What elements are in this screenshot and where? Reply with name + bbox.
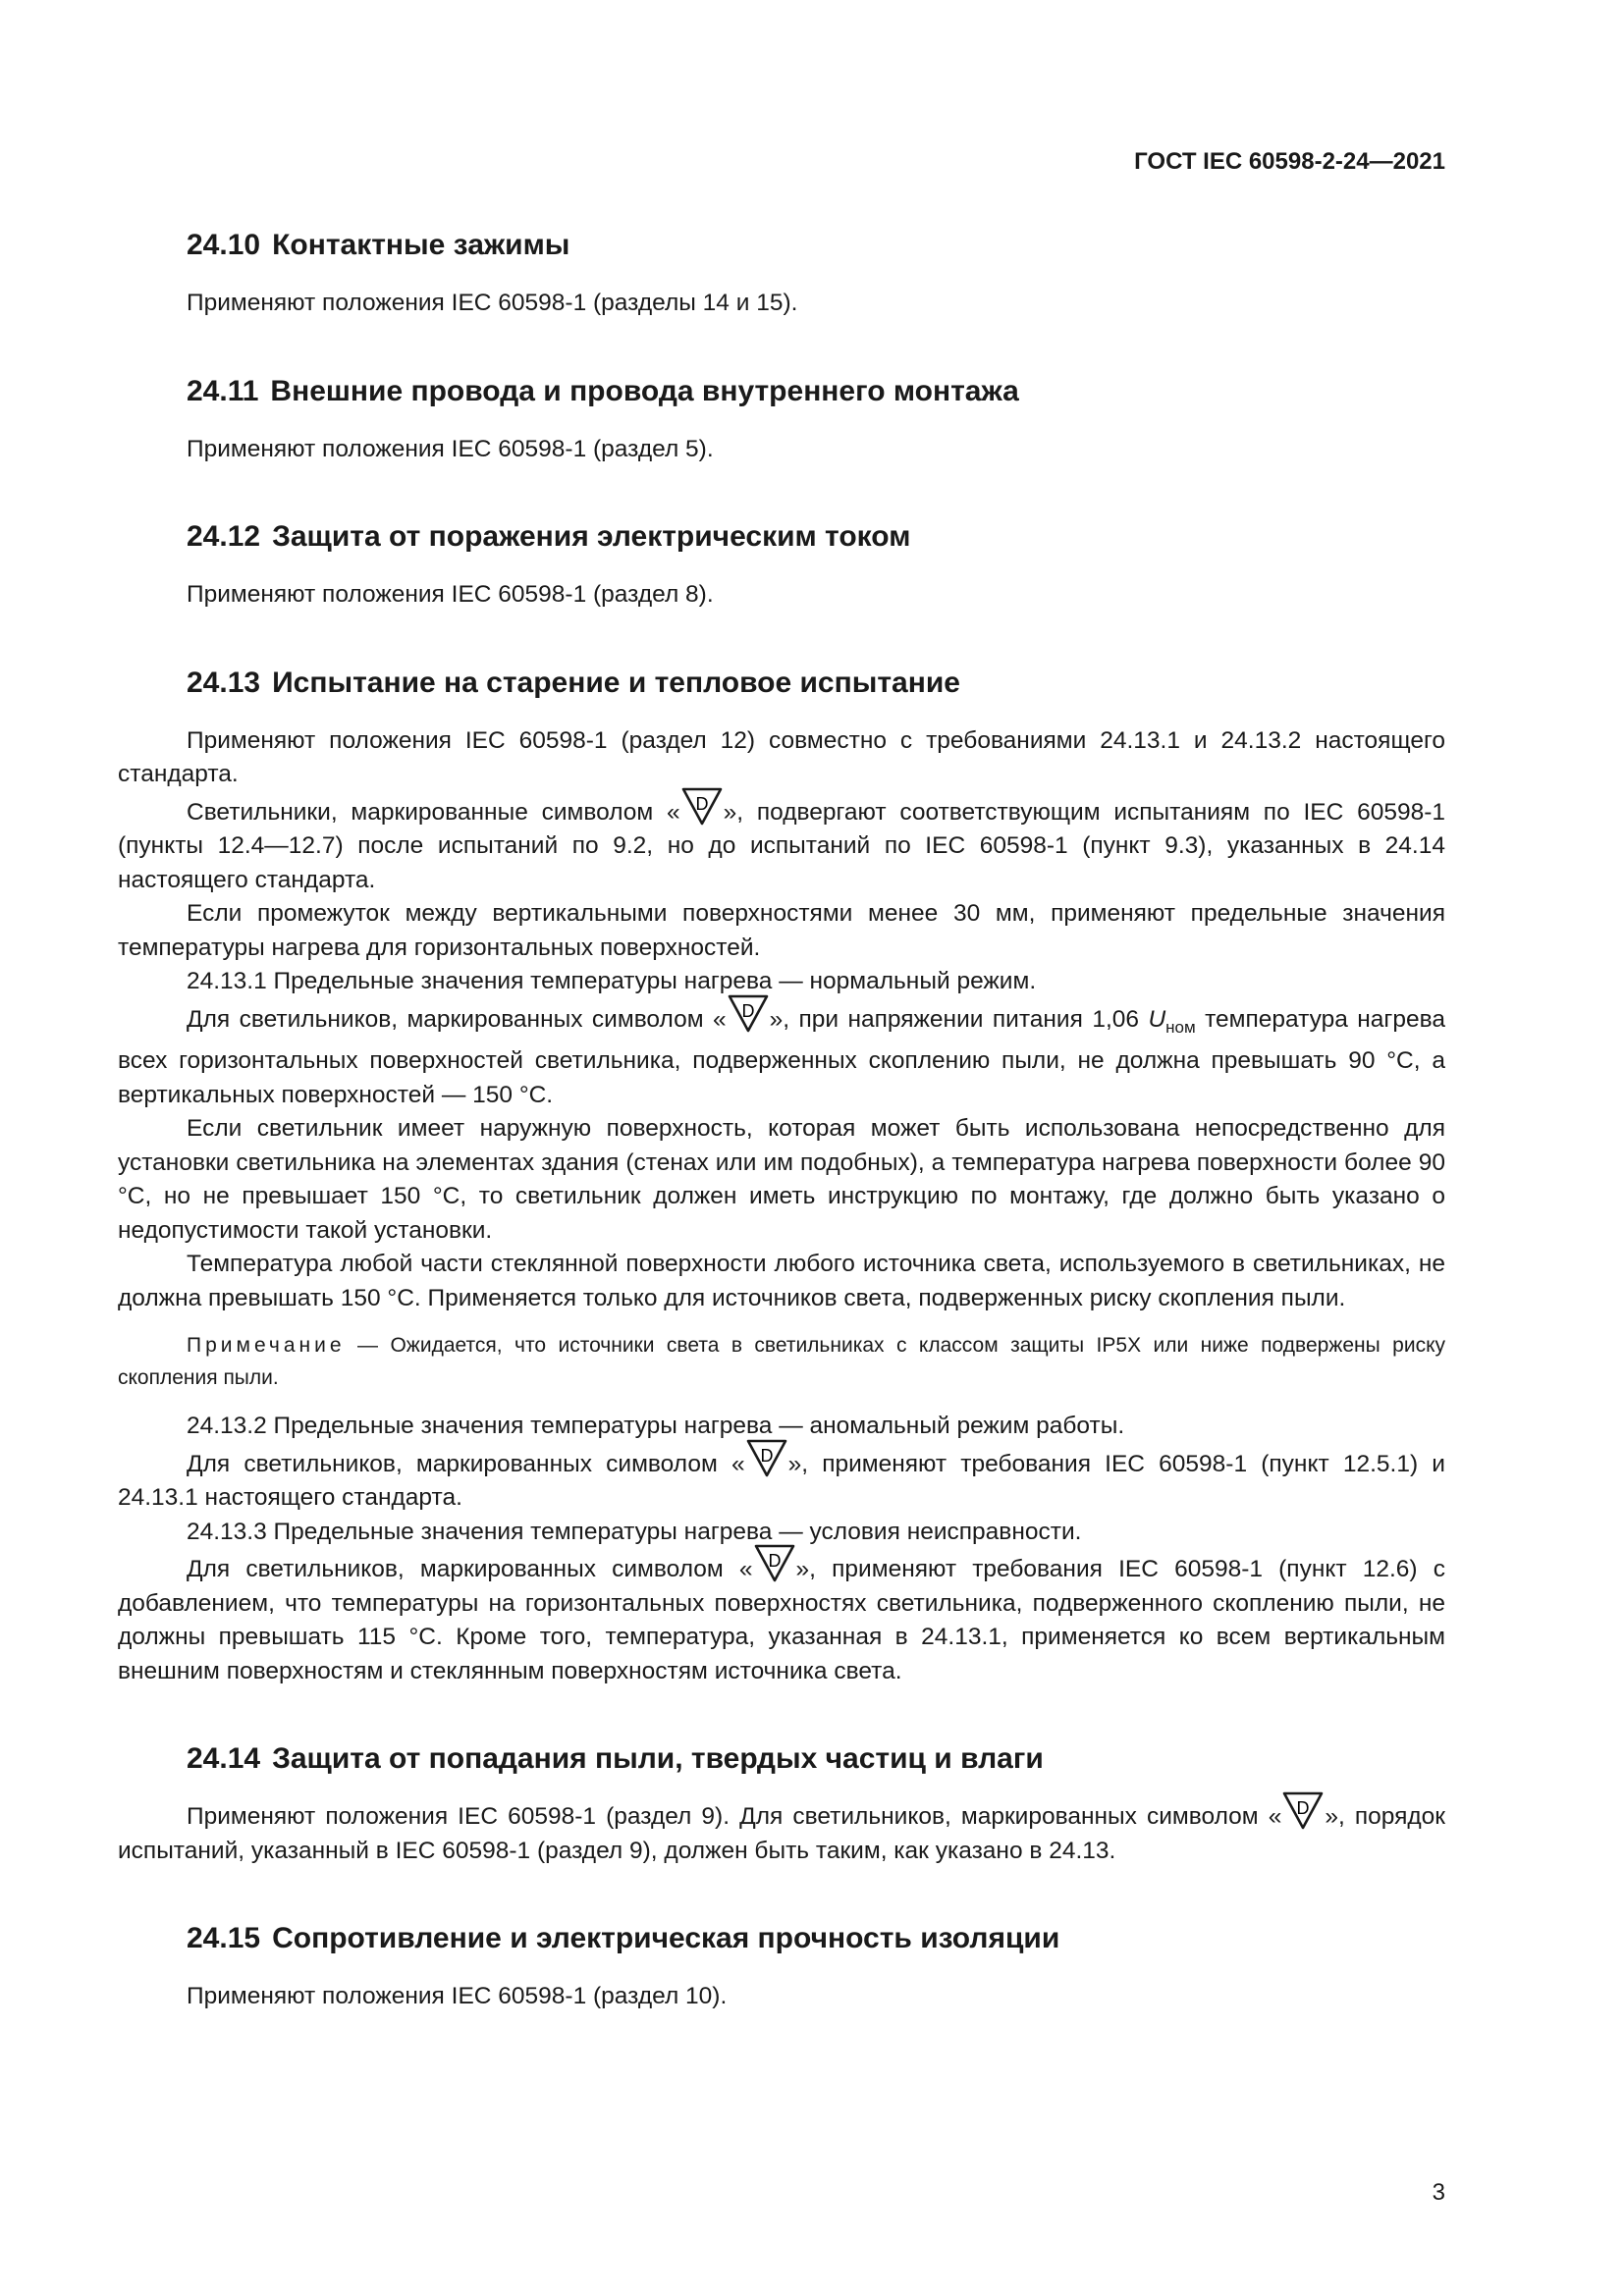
section-heading: 24.10 Контактные зажимы (187, 229, 570, 261)
symbol-letter: D (741, 1000, 755, 1021)
paragraph: Применяют положения IEC 60598-1 (раздел 5). (187, 435, 714, 462)
d-triangle-symbol-graphic (753, 1541, 796, 1584)
paragraph: Для светильников, маркированных символом « D », применяют требования IEC 60598-1 (пункт 12.5.1) и 24.13.1 настоящего стандарта. (118, 1448, 1445, 1516)
paragraph: Применяют положения IEC 60598-1 (раздел 12) совместно с требованиями 24.13.1 и 24.13.2 настоящего стандарта. (118, 726, 1445, 787)
section-heading: 24.11 Внешние провода и провода внутреннего монтажа (187, 374, 1019, 407)
section-24-14 (118, 1739, 1445, 1868)
d-triangle-symbol-graphic (745, 1436, 788, 1479)
paragraph: Светильники, маркированные символом « D », подвергают соответствующим испытаниям по IEC 60598-1 (пункты 12.4—12.7) после испытаний по 9.2, но до испытаний по IEC 60598-1 (пункт 9.3), указанных в 24.14 настоящего стандарта. (118, 796, 1445, 898)
paragraph: Для светильников, маркированных символом « D », применяют требования IEC 60598-1 (пункт 12.6) с добавлением, что температуры на горизонтальных поверхностях светильника, подверженного скоплению пыли, не должны превышать 115 °С. Кроме того, температура, указанная в 24.13.1, применяется ко всем вертикальным внешним поверхностям и стеклянным поверхностям источника света. (118, 1553, 1445, 1688)
document-body (118, 226, 1445, 2014)
d-triangle-symbol-icon (727, 1000, 770, 1033)
section-heading: 24.15 Сопротивление и электрическая прочность изоляции (187, 1922, 1060, 1954)
d-triangle-symbol-graphic (680, 784, 724, 828)
d-triangle-symbol-graphic (1281, 1789, 1325, 1832)
paragraph: Если светильник имеет наружную поверхность, которая может быть использована непосредственно для установки светильника на элементах здания (стенах или им подобных), а температура нагрева поверхности более 90 °С, но не превышает 150 °С, то светильник должен иметь инструкцию по монтажу, где должно быть указано о недопустимости такой установки. (118, 1115, 1445, 1244)
clause-24-13-3: 24.13.3 Предельные значения температуры нагрева — условия неисправности. (187, 1518, 1082, 1545)
page-number: 3 (1432, 2179, 1445, 2206)
note: Примечание — Ожидается, что источники света в светильниках с классом защиты IP5X или ниже подвержены риску скопления пыли. (118, 1334, 1445, 1389)
section-heading: 24.14 Защита от попадания пыли, твердых частиц и влаги (187, 1742, 1044, 1775)
section-24-15 (118, 1919, 1445, 2014)
section-24-10 (118, 226, 1445, 321)
paragraph: Применяют положения IEC 60598-1 (раздел 8). (187, 581, 714, 608)
section-24-11 (118, 372, 1445, 467)
d-triangle-symbol-icon (1281, 1798, 1325, 1830)
clause-24-13-1: 24.13.1 Предельные значения температуры нагрева — нормальный режим. (187, 968, 1037, 994)
section-heading: 24.12 Защита от поражения электрическим током (187, 520, 911, 553)
paragraph: Применяют положения IEC 60598-1 (раздел 10). (187, 1983, 728, 2009)
d-triangle-symbol-icon (745, 1445, 788, 1477)
d-triangle-symbol-icon (680, 793, 724, 826)
section-heading: 24.13 Испытание на старение и тепловое испытание (187, 666, 960, 699)
symbol-letter: D (768, 1551, 782, 1571)
d-triangle-symbol-graphic (727, 991, 770, 1035)
d-triangle-symbol-icon (753, 1551, 796, 1582)
clause-24-13-2: 24.13.2 Предельные значения температуры нагрева — аномальный режим работы. (187, 1413, 1125, 1439)
section-24-13 (118, 664, 1445, 1689)
paragraph: Температура любой части стеклянной поверхности любого источника света, используемого в светильниках, не должна превышать 150 °С. Применяется только для источников света, подверженных риску скопления пыли. (118, 1251, 1445, 1311)
paragraph: Для светильников, маркированных символом « D », при напряжении питания 1,06 $U_{ном}$ температура нагрева всех горизонтальных поверхностей светильника, подверженных скоплению пыли, не должна превышать 90 °С, а вертикальных поверхностей — 150 °С. (118, 1003, 1445, 1113)
paragraph: Если промежуток между вертикальными поверхностями менее 30 мм, применяют предельные значения температуры нагрева для горизонтальных поверхностей. (118, 900, 1445, 961)
paragraph: Применяют положения IEC 60598-1 (раздел 9). Для светильников, маркированных символом « D », порядок испытаний, указанный в IEC 60598-1 (раздел 9), должен быть таким, как указано в 24.13. (118, 1800, 1445, 1868)
symbol-letter: D (1296, 1798, 1310, 1818)
document-header: ГОСТ IEC 60598-2-24—2021 (1134, 148, 1445, 175)
section-24-12 (118, 517, 1445, 613)
paragraph: Применяют положения IEC 60598-1 (разделы 14 и 15). (187, 290, 798, 316)
symbol-letter: D (695, 793, 709, 814)
symbol-letter: D (760, 1445, 774, 1466)
